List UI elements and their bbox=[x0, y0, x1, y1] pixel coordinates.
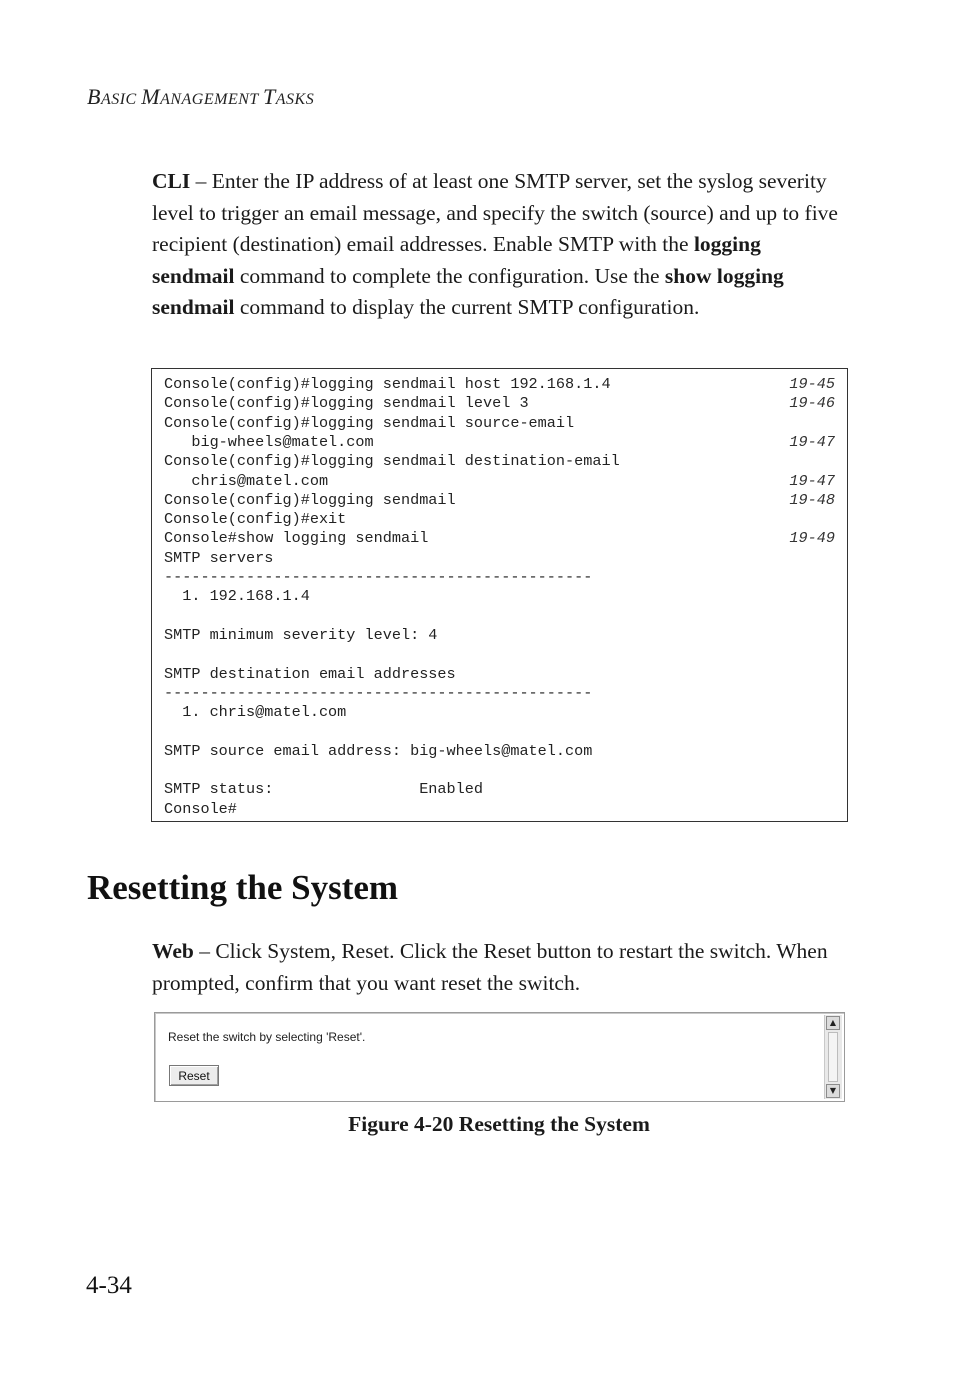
code-line bbox=[164, 472, 835, 491]
reset-button[interactable]: Reset bbox=[169, 1065, 219, 1086]
code-text: SMTP source email address: big-wheels@matel.com bbox=[164, 741, 593, 760]
code-line bbox=[164, 491, 835, 510]
code-line bbox=[164, 510, 835, 529]
figure-caption: Figure 4-20 Resetting the System bbox=[348, 1112, 650, 1136]
command-reference-page: 19-47 bbox=[789, 471, 835, 490]
bold-term: show logging sendmail bbox=[152, 263, 784, 319]
section-heading: Resetting the System bbox=[87, 868, 399, 907]
running-header-cap: B bbox=[87, 84, 101, 109]
code-line bbox=[164, 452, 835, 471]
code-line bbox=[164, 761, 835, 780]
paragraph-text: command to complete the configuration. Use the bbox=[234, 263, 665, 288]
bold-term: logging sendmail bbox=[152, 232, 761, 288]
code-text: chris@matel.com bbox=[164, 471, 329, 490]
code-text: Console# bbox=[164, 799, 237, 818]
code-line bbox=[164, 529, 835, 548]
code-text: Console(config)#logging sendmail host 192.168.1.4 bbox=[164, 375, 611, 393]
running-header-cap: M bbox=[141, 84, 161, 109]
command-reference-page: 19-46 bbox=[789, 394, 835, 413]
code-line bbox=[164, 800, 835, 819]
bold-term: CLI bbox=[152, 169, 191, 193]
paragraph-text: – Enter the IP address of at least one SMTP server, set the syslog severity level to trigger an email message, and specify the switch (source) and up to five recipient (destination) email addresses. Enable SMTP with the bbox=[152, 169, 838, 256]
code-line bbox=[164, 703, 835, 722]
code-text: 1. chris@matel.com bbox=[164, 703, 347, 722]
code-line bbox=[164, 549, 835, 568]
web-paragraph bbox=[152, 936, 842, 999]
code-line bbox=[164, 780, 835, 799]
web-label: Web bbox=[152, 939, 194, 963]
code-line bbox=[164, 394, 835, 413]
code-text: Console(config)#logging sendmail source-email bbox=[164, 413, 575, 432]
running-header bbox=[87, 84, 314, 110]
code-line bbox=[164, 568, 835, 587]
code-text: SMTP servers bbox=[164, 548, 274, 567]
code-text: Console(config)#logging sendmail destination-email bbox=[164, 452, 620, 471]
code-line bbox=[164, 375, 835, 394]
reset-instruction-label: Reset the switch by selecting 'Reset'. bbox=[168, 1030, 366, 1044]
running-header-cap: T bbox=[263, 84, 276, 109]
code-text: Console(config)#logging sendmail level 3 bbox=[164, 394, 529, 413]
code-text: 1. 192.168.1.4 bbox=[164, 587, 310, 606]
cli-code-block bbox=[151, 368, 848, 822]
code-text: big-wheels@matel.com bbox=[164, 432, 374, 451]
code-line bbox=[164, 414, 835, 433]
cli-paragraph bbox=[152, 166, 842, 324]
code-line bbox=[164, 665, 835, 684]
paragraph-text: command to display the current SMTP configuration. bbox=[234, 295, 700, 319]
running-header-small-caps: ASIC bbox=[100, 91, 142, 108]
command-reference-page: 19-48 bbox=[789, 490, 835, 509]
code-line bbox=[164, 742, 835, 761]
web-instructions: – Click System, Reset. Click the Reset button to restart the switch. When prompted, confirm that you want reset the switch. bbox=[152, 939, 828, 995]
code-text: Console(config)#exit bbox=[164, 510, 347, 529]
code-line bbox=[164, 607, 835, 626]
code-text: SMTP status: Enabled bbox=[164, 780, 483, 799]
scroll-track[interactable] bbox=[828, 1032, 838, 1082]
code-text: SMTP destination email addresses bbox=[164, 664, 456, 683]
code-text: ----------------------------------------------- bbox=[164, 568, 593, 586]
running-header-small-caps: ASKS bbox=[275, 91, 315, 108]
page-number: 4-34 bbox=[86, 1272, 132, 1299]
code-line bbox=[164, 433, 835, 452]
code-text: Console#show logging sendmail bbox=[164, 529, 429, 548]
scroll-up-arrow-icon[interactable]: ▲ bbox=[826, 1016, 840, 1030]
running-header-small-caps: ANAGEMENT bbox=[160, 91, 263, 108]
reset-screenshot bbox=[154, 1012, 845, 1102]
code-line bbox=[164, 626, 835, 645]
code-line bbox=[164, 645, 835, 664]
command-reference-page: 19-45 bbox=[789, 375, 835, 393]
command-reference-page: 19-47 bbox=[789, 432, 835, 451]
code-line bbox=[164, 722, 835, 741]
code-text: SMTP minimum severity level: 4 bbox=[164, 625, 438, 644]
code-text: ----------------------------------------------- bbox=[164, 683, 593, 702]
scroll-down-arrow-icon[interactable]: ▼ bbox=[826, 1084, 840, 1098]
code-line bbox=[164, 587, 835, 606]
command-reference-page: 19-49 bbox=[789, 529, 835, 548]
code-text: Console(config)#logging sendmail bbox=[164, 490, 456, 509]
code-line bbox=[164, 684, 835, 703]
vertical-scrollbar[interactable] bbox=[824, 1015, 842, 1099]
